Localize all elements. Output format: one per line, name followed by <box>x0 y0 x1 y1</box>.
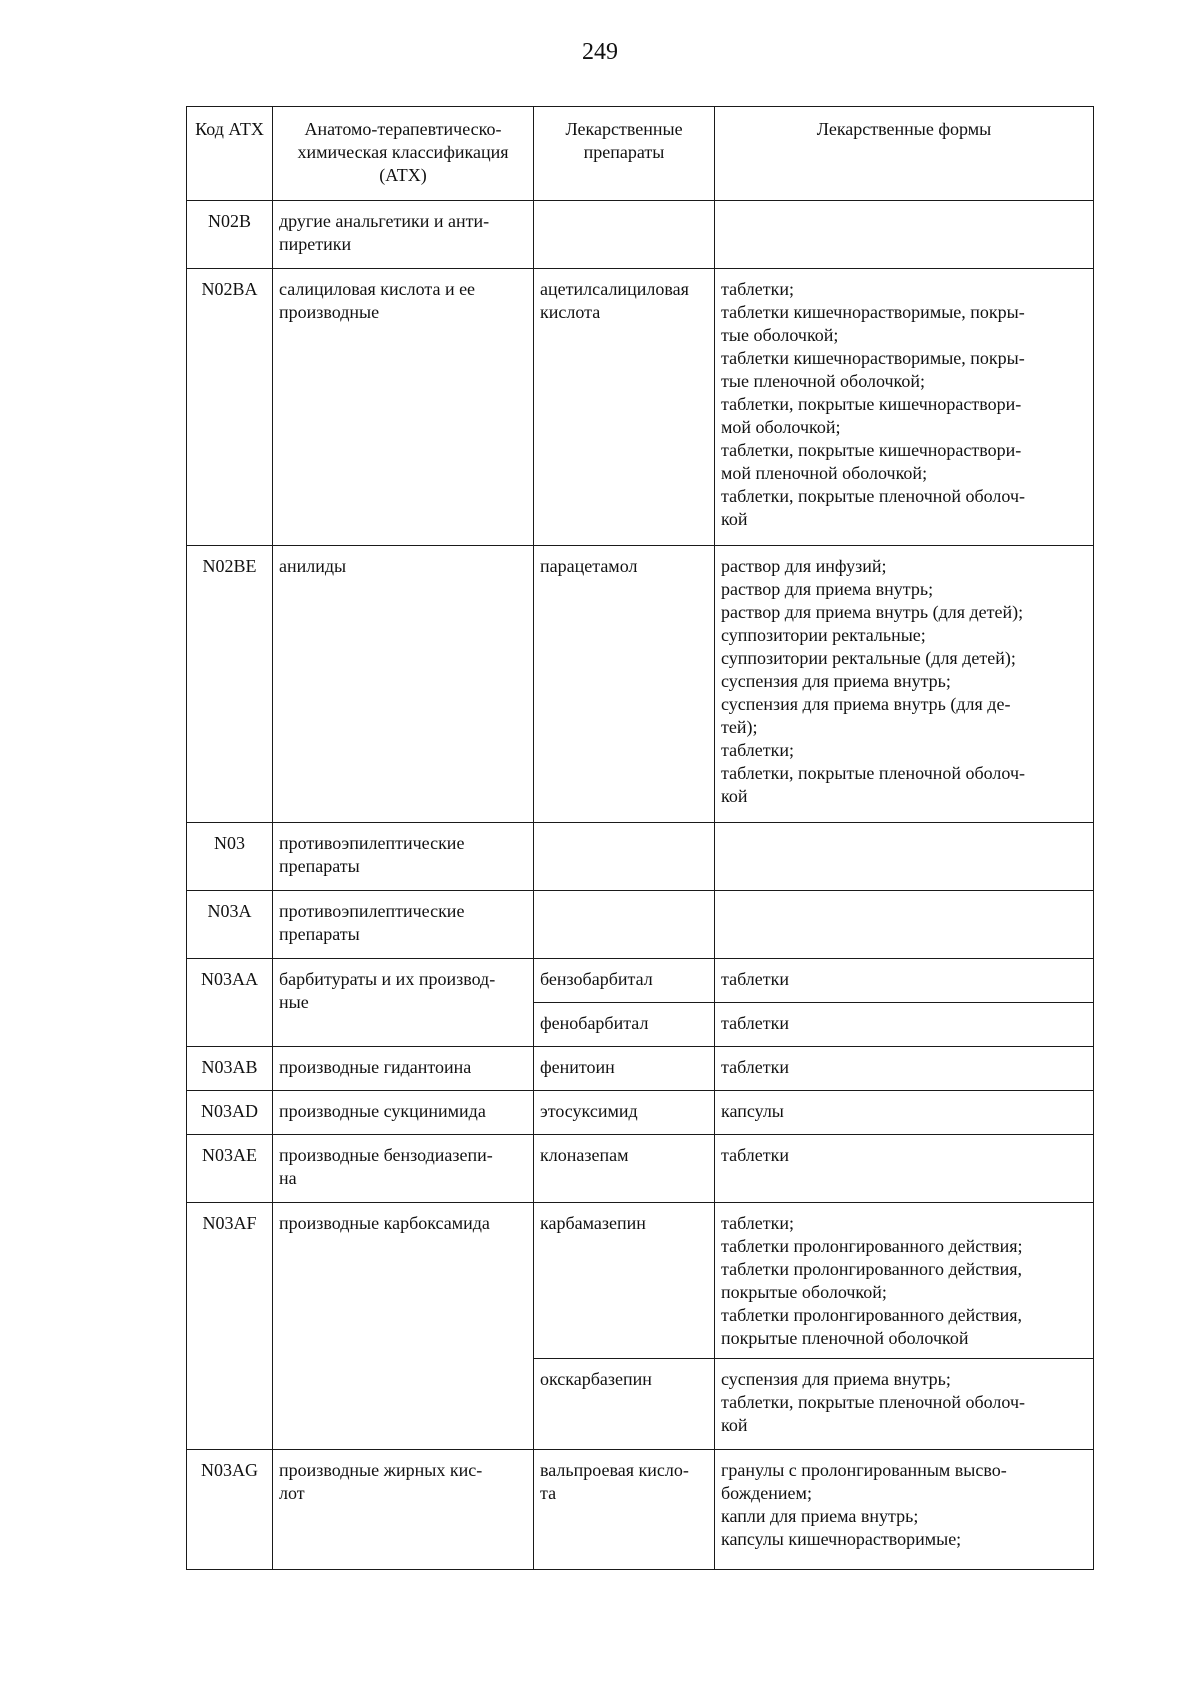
dosage-form-line: таблетки пролонгированного действия, <box>721 1305 1023 1325</box>
header-drugs-line: препараты <box>583 142 665 162</box>
dosage-form-line: таблетки, покрытые пленочной оболоч- <box>721 1392 1025 1412</box>
table-header-row <box>187 107 1094 201</box>
header-classification-line: (АТХ) <box>379 165 427 185</box>
dosage-form-line: таблетки; <box>721 1213 795 1233</box>
classification-line: противоэпилептические <box>279 833 465 853</box>
dosage-forms-cell <box>715 823 1094 891</box>
dosage-form-line: таблетки, покрытые пленочной оболоч- <box>721 486 1025 506</box>
drug-name-cell <box>534 959 715 1003</box>
table-row <box>187 1091 1094 1135</box>
dosage-form-line: бождением; <box>721 1483 812 1503</box>
dosage-form-line: покрытые оболочкой; <box>721 1282 887 1302</box>
table-row <box>187 1047 1094 1091</box>
dosage-forms-cell <box>715 1359 1094 1450</box>
dosage-forms-cell <box>715 959 1094 1003</box>
atc-code-cell: N03A <box>187 891 273 959</box>
header-classification-line: химическая классификация <box>297 142 509 162</box>
dosage-forms-cell <box>715 891 1094 959</box>
dosage-forms-cell <box>715 269 1094 546</box>
dosage-form-line: суппозитории ректальные; <box>721 625 926 645</box>
classification-line: пиретики <box>279 234 352 254</box>
page-number: 249 <box>582 39 618 65</box>
drug-name-line: парацетамол <box>540 556 638 576</box>
dosage-form-line: таблетки <box>721 1057 790 1077</box>
classification-cell <box>273 1047 534 1091</box>
header-classification-line: Анатомо-терапевтическо- <box>304 119 502 139</box>
drug-name-line: фенобарбитал <box>540 1013 649 1033</box>
dosage-form-line: таблетки <box>721 1013 790 1033</box>
classification-line: производные карбоксамида <box>279 1213 490 1233</box>
atc-drug-table <box>186 106 1094 1570</box>
dosage-form-line: таблетки пролонгированного действия; <box>721 1236 1023 1256</box>
dosage-form-line: капли для приема внутрь; <box>721 1506 919 1526</box>
atc-code-cell: N03AB <box>187 1047 273 1091</box>
dosage-form-line: таблетки кишечнорастворимые, покры- <box>721 348 1025 368</box>
drug-name-line: этосуксимид <box>540 1101 638 1121</box>
table-row <box>187 891 1094 959</box>
dosage-form-line: капсулы <box>721 1101 784 1121</box>
classification-line: противоэпилептические <box>279 901 465 921</box>
drug-name-cell <box>534 1091 715 1135</box>
dosage-forms-cell <box>715 1203 1094 1359</box>
table-row <box>187 1203 1094 1359</box>
dosage-form-line: кой <box>721 1415 748 1435</box>
atc-code-cell: N03AF <box>187 1203 273 1450</box>
classification-cell <box>273 1203 534 1450</box>
drug-name-line: бензобарбитал <box>540 969 653 989</box>
drug-name-cell <box>534 269 715 546</box>
drug-name-cell <box>534 891 715 959</box>
dosage-form-line: таблетки; <box>721 279 795 299</box>
drug-name-cell <box>534 1047 715 1091</box>
header-code: Код АТХ <box>187 107 273 201</box>
classification-line: лот <box>279 1483 305 1503</box>
dosage-form-line: капсулы кишечнорастворимые; <box>721 1529 962 1549</box>
classification-line: производные сукцинимида <box>279 1101 486 1121</box>
drug-name-line: карбамазепин <box>540 1213 646 1233</box>
atc-code-cell: N03AD <box>187 1091 273 1135</box>
dosage-form-line: таблетки, покрытые кишечнораствори- <box>721 394 1022 414</box>
classification-line: барбитураты и их производ- <box>279 969 496 989</box>
dosage-forms-cell <box>715 1003 1094 1047</box>
dosage-form-line: таблетки, покрытые кишечнораствори- <box>721 440 1022 460</box>
classification-line: производные <box>279 302 380 322</box>
dosage-form-line: тей); <box>721 717 758 737</box>
drug-name-cell <box>534 201 715 269</box>
atc-code-cell: N03AG <box>187 1450 273 1570</box>
table-row <box>187 1135 1094 1203</box>
table-row <box>187 546 1094 823</box>
classification-cell <box>273 823 534 891</box>
atc-code-cell: N02B <box>187 201 273 269</box>
classification-cell <box>273 201 534 269</box>
drug-name-line: ацетилсалициловая <box>540 279 689 299</box>
dosage-form-line: раствор для приема внутрь; <box>721 579 934 599</box>
classification-line: салициловая кислота и ее <box>279 279 476 299</box>
drug-name-line: клоназепам <box>540 1145 629 1165</box>
dosage-forms-cell <box>715 1047 1094 1091</box>
dosage-form-line: покрытые пленочной оболочкой <box>721 1328 969 1348</box>
dosage-form-line: мой пленочной оболочкой; <box>721 463 928 483</box>
header-drugs <box>534 107 715 201</box>
drug-name-line: та <box>540 1483 557 1503</box>
drug-name-cell <box>534 1135 715 1203</box>
classification-line: производные гидантоина <box>279 1057 472 1077</box>
classification-line: ные <box>279 992 309 1012</box>
classification-line: анилиды <box>279 556 347 576</box>
drug-name-cell <box>534 546 715 823</box>
classification-cell <box>273 891 534 959</box>
atc-code-cell: N02BA <box>187 269 273 546</box>
drug-name-cell <box>534 1450 715 1570</box>
table-row <box>187 1450 1094 1570</box>
classification-cell <box>273 1135 534 1203</box>
dosage-form-line: раствор для приема внутрь (для детей); <box>721 602 1024 622</box>
dosage-form-line: кой <box>721 509 748 529</box>
header-drugs-line: Лекарственные <box>565 119 683 139</box>
classification-cell <box>273 546 534 823</box>
drug-name-line: фенитоин <box>540 1057 615 1077</box>
classification-line: производные жирных кис- <box>279 1460 483 1480</box>
dosage-form-line: суппозитории ректальные (для детей); <box>721 648 1016 668</box>
table-row <box>187 959 1094 1003</box>
header-classification <box>273 107 534 201</box>
dosage-form-line: суспензия для приема внутрь; <box>721 671 951 691</box>
dosage-form-line: суспензия для приема внутрь (для де- <box>721 694 1011 714</box>
drug-name-cell <box>534 1359 715 1450</box>
table-row <box>187 201 1094 269</box>
drug-name-cell <box>534 1003 715 1047</box>
dosage-form-line: суспензия для приема внутрь; <box>721 1369 951 1389</box>
atc-code-cell: N03AA <box>187 959 273 1047</box>
atc-code-cell: N02BE <box>187 546 273 823</box>
dosage-forms-cell <box>715 1450 1094 1570</box>
drug-name-line: вальпроевая кисло- <box>540 1460 689 1480</box>
dosage-forms-cell <box>715 1091 1094 1135</box>
dosage-forms-cell <box>715 201 1094 269</box>
dosage-form-line: кой <box>721 786 748 806</box>
dosage-form-line: гранулы с пролонгированным высво- <box>721 1460 1007 1480</box>
classification-line: производные бензодиазепи- <box>279 1145 493 1165</box>
dosage-form-line: таблетки <box>721 1145 790 1165</box>
drug-name-line: кислота <box>540 302 601 322</box>
classification-line: препараты <box>279 856 360 876</box>
classification-line: на <box>279 1168 297 1188</box>
table-row <box>187 823 1094 891</box>
classification-line: препараты <box>279 924 360 944</box>
dosage-form-line: раствор для инфузий; <box>721 556 887 576</box>
classification-cell <box>273 959 534 1047</box>
table-row <box>187 269 1094 546</box>
dosage-form-line: таблетки пролонгированного действия, <box>721 1259 1023 1279</box>
atc-code-cell: N03AE <box>187 1135 273 1203</box>
dosage-form-line: мой оболочкой; <box>721 417 841 437</box>
drug-name-cell <box>534 1203 715 1359</box>
dosage-form-line: тые пленочной оболочкой; <box>721 371 925 391</box>
dosage-form-line: таблетки; <box>721 740 795 760</box>
dosage-form-line: тые оболочкой; <box>721 325 839 345</box>
classification-line: другие анальгетики и анти- <box>279 211 490 231</box>
classification-cell <box>273 1091 534 1135</box>
header-forms: Лекарственные формы <box>715 107 1094 201</box>
dosage-form-line: таблетки <box>721 969 790 989</box>
drug-name-line: окскарбазепин <box>540 1369 652 1389</box>
classification-cell <box>273 269 534 546</box>
dosage-form-line: таблетки кишечнорастворимые, покры- <box>721 302 1025 322</box>
dosage-forms-cell <box>715 1135 1094 1203</box>
atc-code-cell: N03 <box>187 823 273 891</box>
classification-cell <box>273 1450 534 1570</box>
table-body <box>187 201 1094 1570</box>
drug-name-cell <box>534 823 715 891</box>
dosage-forms-cell <box>715 546 1094 823</box>
dosage-form-line: таблетки, покрытые пленочной оболоч- <box>721 763 1025 783</box>
